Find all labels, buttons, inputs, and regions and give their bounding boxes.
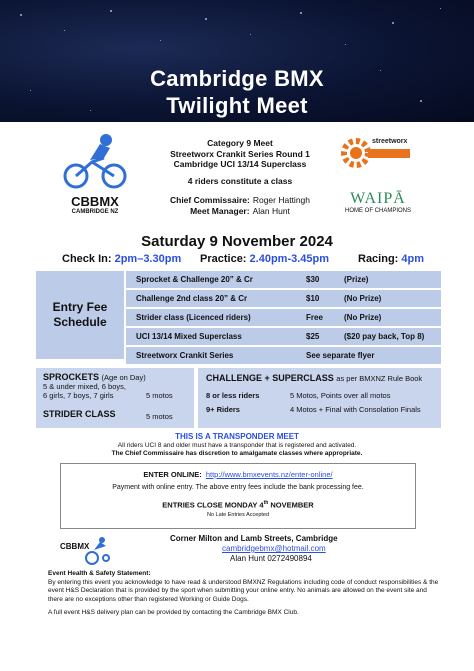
fee-price: Free <box>306 313 323 322</box>
commissaire-label: Chief Commissaire: <box>169 195 250 205</box>
challenge-r2-value: 4 Motos + Final with Consolation Finals <box>290 405 421 414</box>
sprockets-motos: 5 motos <box>146 391 173 400</box>
club-logo-small <box>60 536 110 566</box>
fee-row <box>126 309 441 326</box>
class-rule <box>140 176 340 187</box>
contact-info <box>170 534 430 564</box>
meet-info <box>140 138 340 170</box>
transponder-line2: The Chief Commissaire has discretion to amalgamate classes where appropriate. <box>111 450 363 457</box>
online-entry-link[interactable]: http://www.bmxevents.nz/enter-online/ <box>205 470 333 479</box>
challenge-title: CHALLENGE + SUPERCLASS <box>206 373 334 383</box>
online-entry-row <box>61 470 415 479</box>
fee-price: See separate flyer <box>306 351 375 360</box>
sprockets-box <box>36 368 194 428</box>
racing-value: 4pm <box>401 253 425 265</box>
commissaire-name: Roger Hattingh <box>252 195 310 205</box>
online-entry-label: ENTER ONLINE: <box>143 470 202 479</box>
club-logo <box>60 132 130 222</box>
fee-row <box>126 290 441 307</box>
manager-name: Alan Hunt <box>252 205 290 216</box>
online-entry-box <box>60 463 416 529</box>
venue-address: Corner Milton and Lamb Streets, Cambridge <box>170 534 338 543</box>
transponder-heading: THIS IS A TRANSPONDER MEET <box>175 432 299 441</box>
challenge-heading <box>206 373 433 384</box>
fee-row <box>126 328 441 345</box>
strider-class-label: STRIDER CLASS <box>43 409 116 419</box>
entries-close-prefix: ENTRIES CLOSE MONDAY 4 <box>162 500 264 510</box>
fee-class: Challenge 2nd class 20” & Cr <box>136 294 248 303</box>
manager-label: Meet Manager: <box>190 205 250 216</box>
strider-motos: 5 motos <box>146 412 173 421</box>
fee-note: (Prize) <box>344 275 369 284</box>
fee-class: Sprocket & Challenge 20” & Cr <box>136 275 253 284</box>
racing-time <box>358 253 424 265</box>
waipa-logo <box>345 190 411 214</box>
fee-row <box>126 347 441 364</box>
challenge-note: as per BMXNZ Rule Book <box>336 374 423 383</box>
entries-close-suffix: NOVEMBER <box>268 500 314 510</box>
sprockets-line1: 5 & under mixed, 6 boys, <box>43 382 126 391</box>
fee-note: (No Prize) <box>344 294 382 303</box>
fee-class: Streetworx Crankit Series <box>136 351 234 360</box>
fee-price: $10 <box>306 294 320 303</box>
challenge-r1-label: 8 or less riders <box>206 391 260 400</box>
fee-schedule-label <box>36 271 124 359</box>
streetworx-logo <box>340 136 412 170</box>
club-name: CBBMX <box>71 194 119 209</box>
meet-series: Streetworx Crankit Series Round 1 <box>170 148 310 159</box>
entry-fee-schedule <box>32 269 441 360</box>
class-rule-text: 4 riders constitute a class <box>187 176 293 186</box>
small-club-name: CBBMX <box>60 542 90 551</box>
club-subtitle: CAMBRIDGE NZ <box>71 209 119 215</box>
practice-time <box>200 253 329 265</box>
sprockets-line2: 6 girls, 7 boys, 7 girls <box>43 391 114 400</box>
challenge-r2-label: 9+ Riders <box>206 405 240 414</box>
hs-footer: A full event H&S delivery plan can be provided by contacting the Cambridge BMX Club. <box>48 608 299 616</box>
header-banner <box>0 0 474 122</box>
sprockets-heading <box>43 373 187 382</box>
council-name: WAIPĀ <box>350 190 406 207</box>
fee-price: $30 <box>306 275 320 284</box>
bmx-rider-small-icon <box>60 536 110 566</box>
racing-label: Racing: <box>358 253 399 265</box>
fee-label-line2: Schedule <box>53 315 107 329</box>
council-tagline: HOME OF CHAMPIONS <box>345 208 412 214</box>
contact-email[interactable]: cambridgebmx@hotmail.com <box>222 544 326 553</box>
health-safety-statement <box>48 570 440 617</box>
banner-title-line1: Cambridge BMX <box>150 66 324 91</box>
practice-value: 2.40pm-3.45pm <box>249 253 330 265</box>
meet-superclass: Cambridge UCI 13/14 Superclass <box>173 159 307 169</box>
sponsor-name: streetworx <box>372 138 408 145</box>
fee-class: Strider class (Licenced riders) <box>136 313 251 322</box>
event-date: Saturday 9 November 2024 <box>141 233 333 250</box>
transponder-line1: All riders UCI 8 and older must have a transponder that is registered and activated. <box>117 442 357 449</box>
no-late-entries: No Late Entries Accepted <box>206 511 270 518</box>
challenge-r1-value: 5 Motos, Points over all motos <box>290 391 391 400</box>
challenge-superclass-box <box>198 368 441 428</box>
entries-close-sup: th <box>263 500 269 506</box>
fee-note: (No Prize) <box>344 313 382 322</box>
fee-row <box>126 271 441 288</box>
practice-label: Practice: <box>200 253 247 265</box>
checkin-label: Check In: <box>62 253 112 265</box>
payment-note: Payment with online entry. The above entry fees include the bank processing fee. <box>112 484 364 491</box>
bmx-rider-icon <box>60 132 130 192</box>
transponder-notice <box>0 432 474 457</box>
fee-note: ($20 pay back, Top 8) <box>344 332 425 341</box>
fee-class: UCI 13/14 Mixed Superclass <box>136 332 242 341</box>
entries-close <box>61 500 415 510</box>
sprockets-note: (Age on Day) <box>101 373 146 382</box>
sprockets-title: SPROCKETS <box>43 372 100 382</box>
meet-category: Category 9 Meet <box>207 138 273 148</box>
checkin-value: 2pm–3.30pm <box>114 253 182 265</box>
hs-body: By entering this event you acknowledge to have read & understood BMXNZ Regulations including code of conduct responsibilities & the event H&S Declaration that is provided by the sport when submitting your online entry. No animals are allowed on the event site and there are no exceptions other than registered Working or Guide Dogs. <box>48 579 439 603</box>
fee-label-line1: Entry Fee <box>52 300 108 314</box>
contact-phone: Alan Hunt 0272490894 <box>230 554 312 563</box>
hs-heading: Event Health & Safety Statement: <box>48 570 151 577</box>
officials <box>140 195 340 216</box>
checkin-time <box>62 253 181 265</box>
fee-price: $25 <box>306 332 320 341</box>
fee-rows <box>126 269 441 364</box>
banner-title-line2: Twilight Meet <box>166 93 308 118</box>
